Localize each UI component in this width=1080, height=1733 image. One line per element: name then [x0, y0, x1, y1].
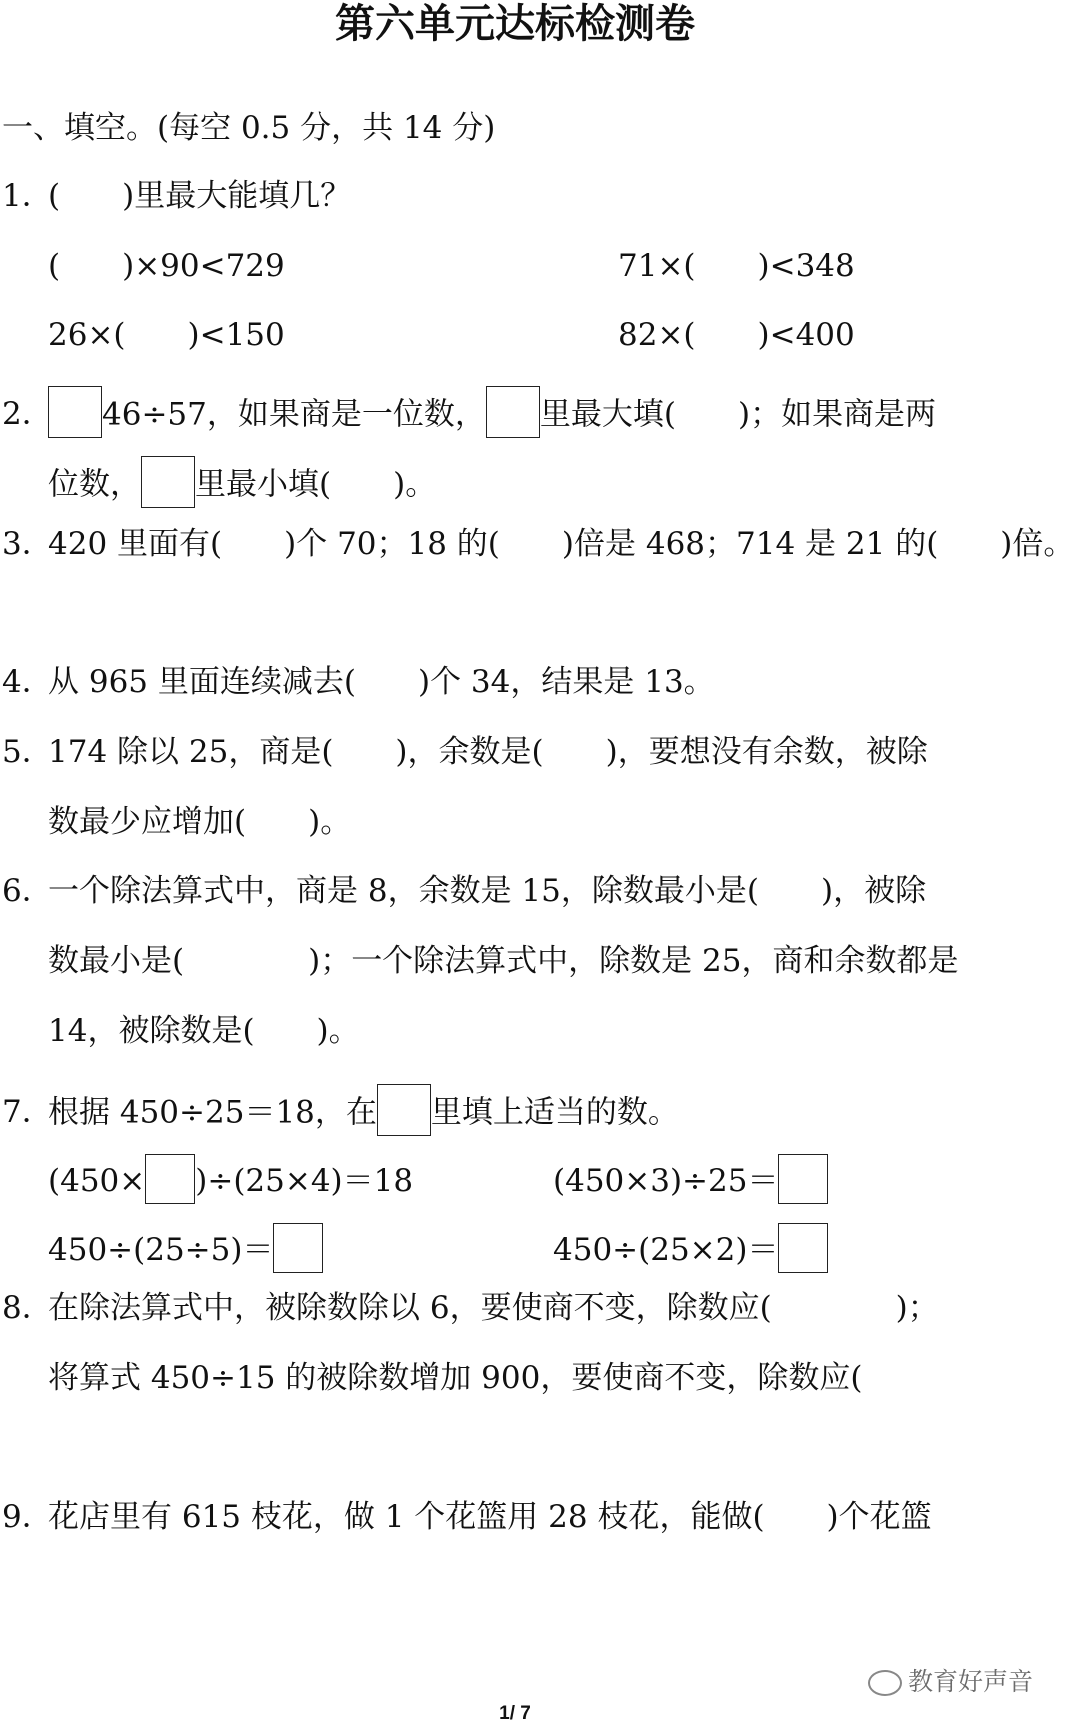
- question-1-item-d: 82×( )<400: [618, 317, 855, 353]
- blank-box: [778, 1223, 828, 1273]
- question-2-number: 2．: [2, 396, 53, 432]
- question-2-line-2: [48, 464, 436, 508]
- question-7-text-a: 根据 450÷25＝18，在: [48, 1094, 377, 1131]
- question-1-stem: ( )里最大能填几？: [48, 178, 352, 214]
- page-title: 第六单元达标检测卷: [335, 1, 695, 47]
- question-7-item-a-left: (450×: [48, 1163, 146, 1199]
- question-6-line-2: 数最小是( )；一个除法算式中，除数是 25，商和余数都是: [48, 943, 959, 979]
- question-1-item-c: 26×( )<150: [48, 317, 285, 353]
- blank-box: [486, 386, 540, 438]
- question-8-line-1: 在除法算式中，被除数除以 6，要使商不变，除数应( )；: [48, 1290, 939, 1326]
- question-7-item-c-text: 450÷(25÷5)＝: [48, 1232, 274, 1268]
- question-5-number: 5．: [2, 734, 53, 770]
- page-number: 1/ 7: [499, 1703, 531, 1724]
- question-8-line-2: 将算式 450÷15 的被除数增加 900，要使商不变，除数应(: [48, 1360, 863, 1396]
- question-7-item-d: [553, 1230, 828, 1273]
- question-7-item-d-text: 450÷(25×2)＝: [553, 1232, 779, 1268]
- question-2-text-c: 位数，: [48, 466, 141, 503]
- question-6-number: 6．: [2, 873, 53, 909]
- blank-box: [377, 1084, 431, 1136]
- question-7-item-c: [48, 1230, 323, 1273]
- question-2-line-1: [48, 394, 936, 438]
- question-7-stem: [48, 1092, 679, 1136]
- question-4-number: 4．: [2, 664, 53, 700]
- blank-box: [778, 1154, 828, 1204]
- question-5-line-2: 数最少应增加( )。: [48, 804, 352, 840]
- question-2-text-d: 里最小填( )。: [195, 466, 437, 503]
- question-9-text: 花店里有 615 枝花，做 1 个花篮用 28 枝花，能做( )个花篮: [48, 1499, 932, 1535]
- question-7-item-a: [48, 1161, 413, 1204]
- question-2-text-a: 46÷57，如果商是一位数，: [102, 396, 486, 433]
- question-7-text-b: 里填上适当的数。: [430, 1094, 679, 1131]
- watermark: [868, 1662, 1033, 1698]
- wechat-icon: [868, 1670, 902, 1696]
- question-7-item-b: [553, 1161, 828, 1204]
- question-6-line-1: 一个除法算式中，商是 8，余数是 15，除数最小是( )，被除: [48, 873, 927, 909]
- question-5-line-1: 174 除以 25，商是( )，余数是( )，要想没有余数，被除: [48, 734, 928, 770]
- question-9-number: 9．: [2, 1499, 53, 1535]
- question-1-number: 1．: [2, 178, 53, 214]
- question-4-text: 从 965 里面连续减去( )个 34，结果是 13。: [48, 664, 715, 700]
- blank-box: [273, 1223, 323, 1273]
- question-3-text: 420 里面有( )个 70；18 的( )倍是 468；714 是 21 的( )倍。: [48, 526, 1075, 562]
- question-3-number: 3．: [2, 526, 53, 562]
- question-1-item-b: 71×( )<348: [618, 248, 855, 284]
- question-2-text-b: 里最大填( )；如果商是两: [539, 396, 937, 433]
- blank-box: [141, 456, 195, 508]
- question-7-item-b-text: (450×3)÷25＝: [553, 1163, 779, 1199]
- blank-box: [48, 386, 102, 438]
- watermark-text: 教育好声音: [908, 1667, 1034, 1696]
- section-heading: 一、填空。(每空 0.5 分，共 14 分): [2, 110, 496, 146]
- question-7-item-a-right: )÷(25×4)＝18: [195, 1163, 414, 1199]
- blank-box: [145, 1154, 195, 1204]
- question-1-item-a: ( )×90<729: [48, 248, 285, 284]
- question-6-line-3: 14，被除数是( )。: [48, 1013, 360, 1049]
- question-7-number: 7．: [2, 1094, 53, 1130]
- question-8-number: 8．: [2, 1290, 53, 1326]
